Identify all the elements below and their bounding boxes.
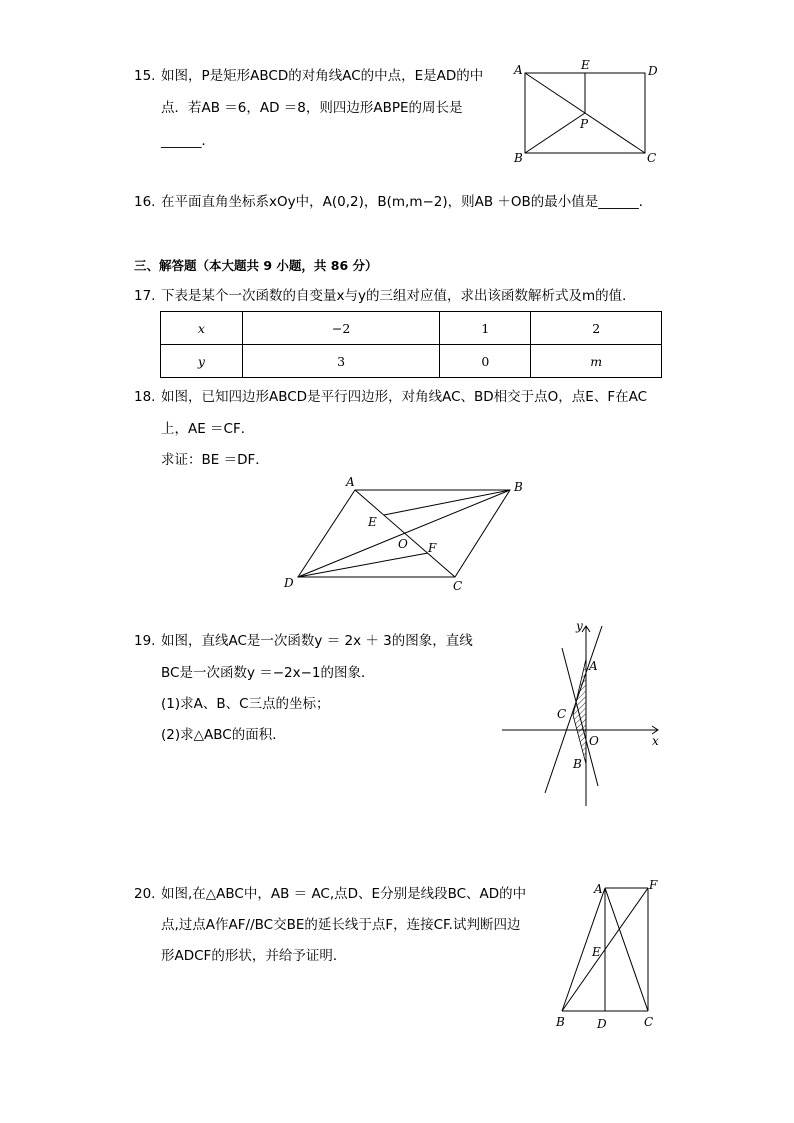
- table-cell: 0: [440, 345, 531, 378]
- label-y: y: [576, 619, 583, 633]
- label-c: C: [647, 151, 657, 165]
- table-cell: 2: [531, 312, 662, 345]
- q19-text-line1: 如图，直线AC是一次函数y ＝ 2x ＋ 3的图象，直线: [161, 633, 473, 649]
- q15-text-line2: 点．若AB ＝6，AD ＝8，则四边形ABPE的周长是: [161, 100, 463, 116]
- q15-rectangle-figure: [510, 58, 670, 168]
- table-cell: m: [531, 345, 662, 378]
- segment-bp: [525, 113, 585, 153]
- label-d: D: [648, 64, 658, 78]
- q18-text-line2: 上，AE ＝CF．: [161, 421, 255, 437]
- q16-number: 16.: [134, 194, 156, 210]
- q19-coordinate-figure: [500, 618, 670, 808]
- q19-text-line3: (1)求A、B、C三点的坐标；: [161, 696, 330, 712]
- label-p: P: [580, 117, 589, 131]
- label-b: B: [573, 757, 582, 771]
- q19-text-line4: (2)求△ABC的面积．: [161, 727, 286, 743]
- label-c: C: [557, 707, 567, 721]
- label-e: E: [368, 515, 377, 529]
- q16-text-line1: 在平面直角坐标系xOy中，A(0,2)，B(m,m−2)，则AB ＋OB的最小值是______．: [161, 194, 653, 210]
- q18-number: 18.: [134, 389, 156, 405]
- segment-be: [384, 490, 510, 515]
- q19-text-line2: BC是一次函数y ＝−2x−1的图象．: [161, 665, 375, 681]
- label-c: C: [453, 579, 463, 593]
- label-o: O: [589, 734, 599, 748]
- q18-text-line1: 如图，已知四边形ABCD是平行四边形，对角线AC、BD相交于点O，点E、F在AC: [161, 389, 648, 405]
- label-x: x: [652, 734, 659, 748]
- q18-text-line3: 求证：BE ＝DF．: [161, 452, 269, 468]
- q19-number: 19.: [134, 633, 156, 649]
- q18-parallelogram-figure: [278, 474, 538, 594]
- label-a: A: [594, 882, 603, 896]
- segment-df: [298, 553, 428, 577]
- table-cell: x: [161, 312, 243, 345]
- label-f: F: [649, 878, 658, 892]
- label-a: A: [346, 475, 355, 489]
- table-cell: 3: [242, 345, 439, 378]
- q20-text-line1: 如图,在△ABC中，AB ＝ AC,点D、E分别是线段BC、AD的中: [161, 886, 527, 902]
- label-f: F: [428, 541, 437, 555]
- label-o: O: [398, 537, 408, 551]
- label-c: C: [644, 1015, 654, 1029]
- q15-text-line3: ______．: [161, 133, 215, 149]
- label-a: A: [589, 659, 598, 673]
- label-b: B: [514, 151, 523, 165]
- table-cell: −2: [242, 312, 439, 345]
- table-cell: y: [161, 345, 243, 378]
- label-d: D: [284, 576, 294, 590]
- q15-text-line1: 如图，P是矩形ABCD的对角线AC的中点，E是AD的中: [161, 68, 484, 84]
- label-e: E: [592, 945, 601, 959]
- diagonal-bd: [298, 490, 510, 577]
- q17-text-line1: 下表是某个一次函数的自变量x与y的三组对应值，求出该函数解析式及m的值．: [161, 288, 636, 304]
- label-a: A: [514, 63, 523, 77]
- segment-ac: [605, 888, 648, 1011]
- q20-text-line2: 点,过点A作AF//BC交BE的延长线于点F，连接CF.试判断四边: [161, 917, 521, 933]
- q15-number: 15.: [134, 68, 156, 84]
- q20-text-line3: 形ADCF的形状，并给予证明．: [161, 948, 347, 964]
- label-b: B: [556, 1015, 565, 1029]
- shaded-triangle-abc: [573, 659, 586, 764]
- q17-number: 17.: [134, 288, 156, 304]
- q20-triangle-figure: [548, 876, 678, 1036]
- q20-number: 20.: [134, 886, 156, 902]
- q17-value-table: [160, 311, 662, 378]
- section-heading: 三、解答题（本大题共 9 小题，共 86 分）: [134, 258, 378, 273]
- label-e: E: [581, 58, 590, 72]
- table-row: [161, 345, 662, 378]
- label-d: D: [597, 1017, 607, 1031]
- label-b: B: [514, 480, 523, 494]
- table-row: [161, 312, 662, 345]
- table-cell: 1: [440, 312, 531, 345]
